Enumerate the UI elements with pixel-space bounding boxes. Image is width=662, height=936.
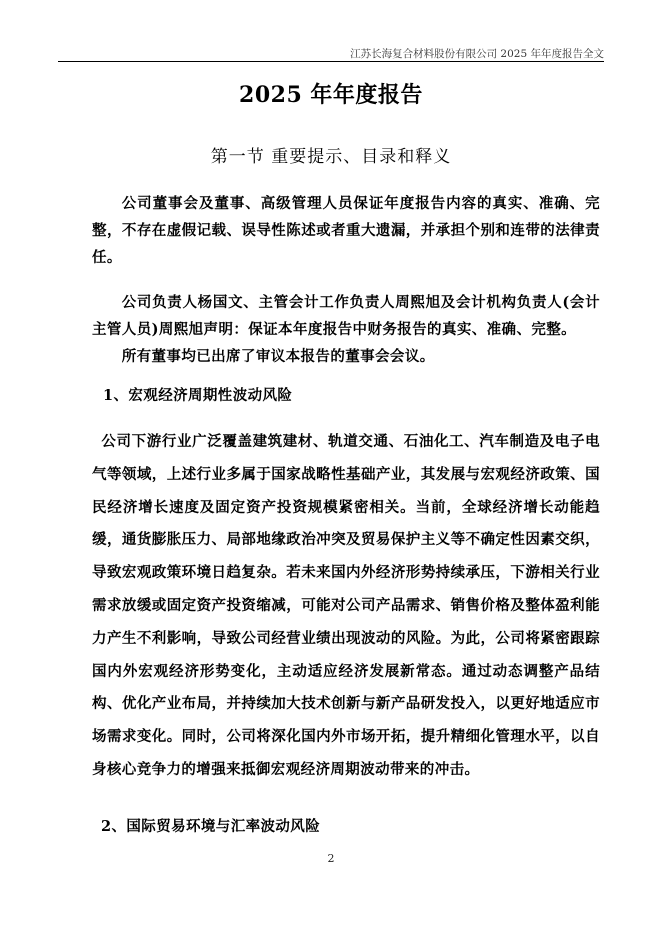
paragraph-board-guarantee: 公司董事会及董事、高级管理人员保证年度报告内容的真实、准确、完整，不存在虚假记载、误导性陈述或者重大遗漏，并承担个别和连带的法律责任。 — [92, 195, 600, 266]
paragraph-responsible-persons: 公司负责人杨国文、主管会计工作负责人周熙旭及会计机构负责人(会计主管人员)周熙旭声明：保证本年度报告中财务报告的真实、准确、完整。 — [92, 294, 600, 338]
risk-body-macro: 公司下游行业广泛覆盖建筑建材、轨道交通、石油化工、汽车制造及电子电气等领域，上述行业多属于国家战略性基础产业，其发展与宏观经济政策、国民经济增长速度及固定资产投资规模紧密相关。当前，全球经济增长动能趋缓，通货膨胀压力、局部地缘政治冲突及贸易保护主义等不确定性因素交织，导致宏观政策环境日趋复杂。若未来国内外经济形势持续承压，下游相关行业需求放缓或固定资产投资缩减，可能对公司产品需求、销售价格及整体盈利能力产生不利影响，导致公司经营业绩出现波动的风险。为此，公司将紧密跟踪国内外宏观经济形势变化，主动适应经济发展新常态。通过动态调整产品结构、优化产业布局，并持续加大技术创新与新产品研发投入，以更好地适应市场需求变化。同时，公司将深化国内外市场开拓，提升精细化管理水平，以自身核心竞争力的增强来抵御宏观经济周期波动带来的冲击。 — [92, 433, 600, 778]
risk-heading-trade: 2、国际贸易环境与汇率波动风险 — [101, 818, 321, 835]
header-divider — [58, 61, 604, 62]
running-header: 江苏长海复合材料股份有限公司 2025 年年度报告全文 — [350, 48, 604, 60]
paragraph-directors-attendance: 所有董事均已出席了审议本报告的董事会会议。 — [121, 348, 435, 365]
document-title: 2025 年年度报告 — [239, 82, 423, 108]
page-number: 2 — [327, 852, 335, 865]
section-title: 第一节 重要提示、目录和释义 — [210, 147, 452, 167]
risk-heading-macro: 1、宏观经济周期性波动风险 — [103, 387, 293, 404]
